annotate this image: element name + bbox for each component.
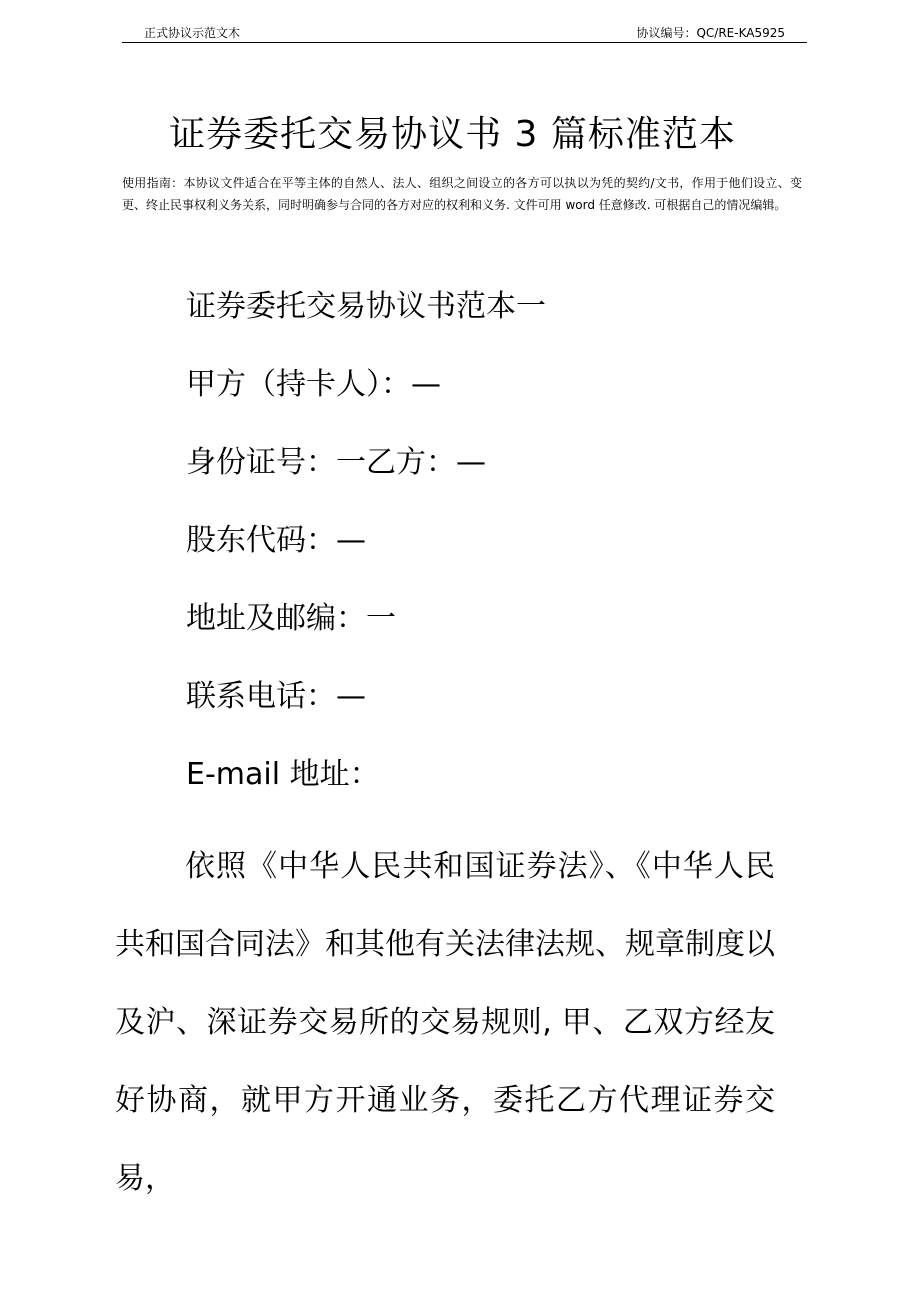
document-title: 证券委托交易协议书 3 篇标准范本 [169,114,736,155]
usage-guide: 使用指南：本协议文件适合在平等主体的自然人、法人、组织之间设立的各方可以执以为凭的契约/文书，作用于他们设立、变更、终止民事权利义务关系，同时明确参与合同的各方对应的权利和义务. 文件可用 word 任意修改. 可根据自己的情况编辑。 [122,176,802,212]
section-title: 证券委托交易协议书范本一 [186,289,546,324]
shareholder-code-field: 股东代码：— [186,523,366,558]
agreement-number: 协议编号：QC/RE-KA5925 [636,26,785,40]
party-a-field: 甲方（持卡人）：— [186,367,441,402]
address-zip-field: 地址及邮编：一 [186,601,396,636]
page-header [122,22,807,43]
id-party-b-field: 身份证号：一乙方：— [186,445,486,480]
phone-field: 联系电话：— [186,679,366,714]
email-field: E-mail 地址： [186,757,380,792]
body-paragraph: 依照《中华人民共和国证券法》、《中华人民共和国合同法》和其他有关法律法规、规章制度以及沪、深证券交易所的交易规则, 甲、乙双方经友好协商，就甲方开通业务，委托乙方代理证券交易， [115,849,775,1196]
header-left-text: 正式协议示范文木 [144,26,241,40]
